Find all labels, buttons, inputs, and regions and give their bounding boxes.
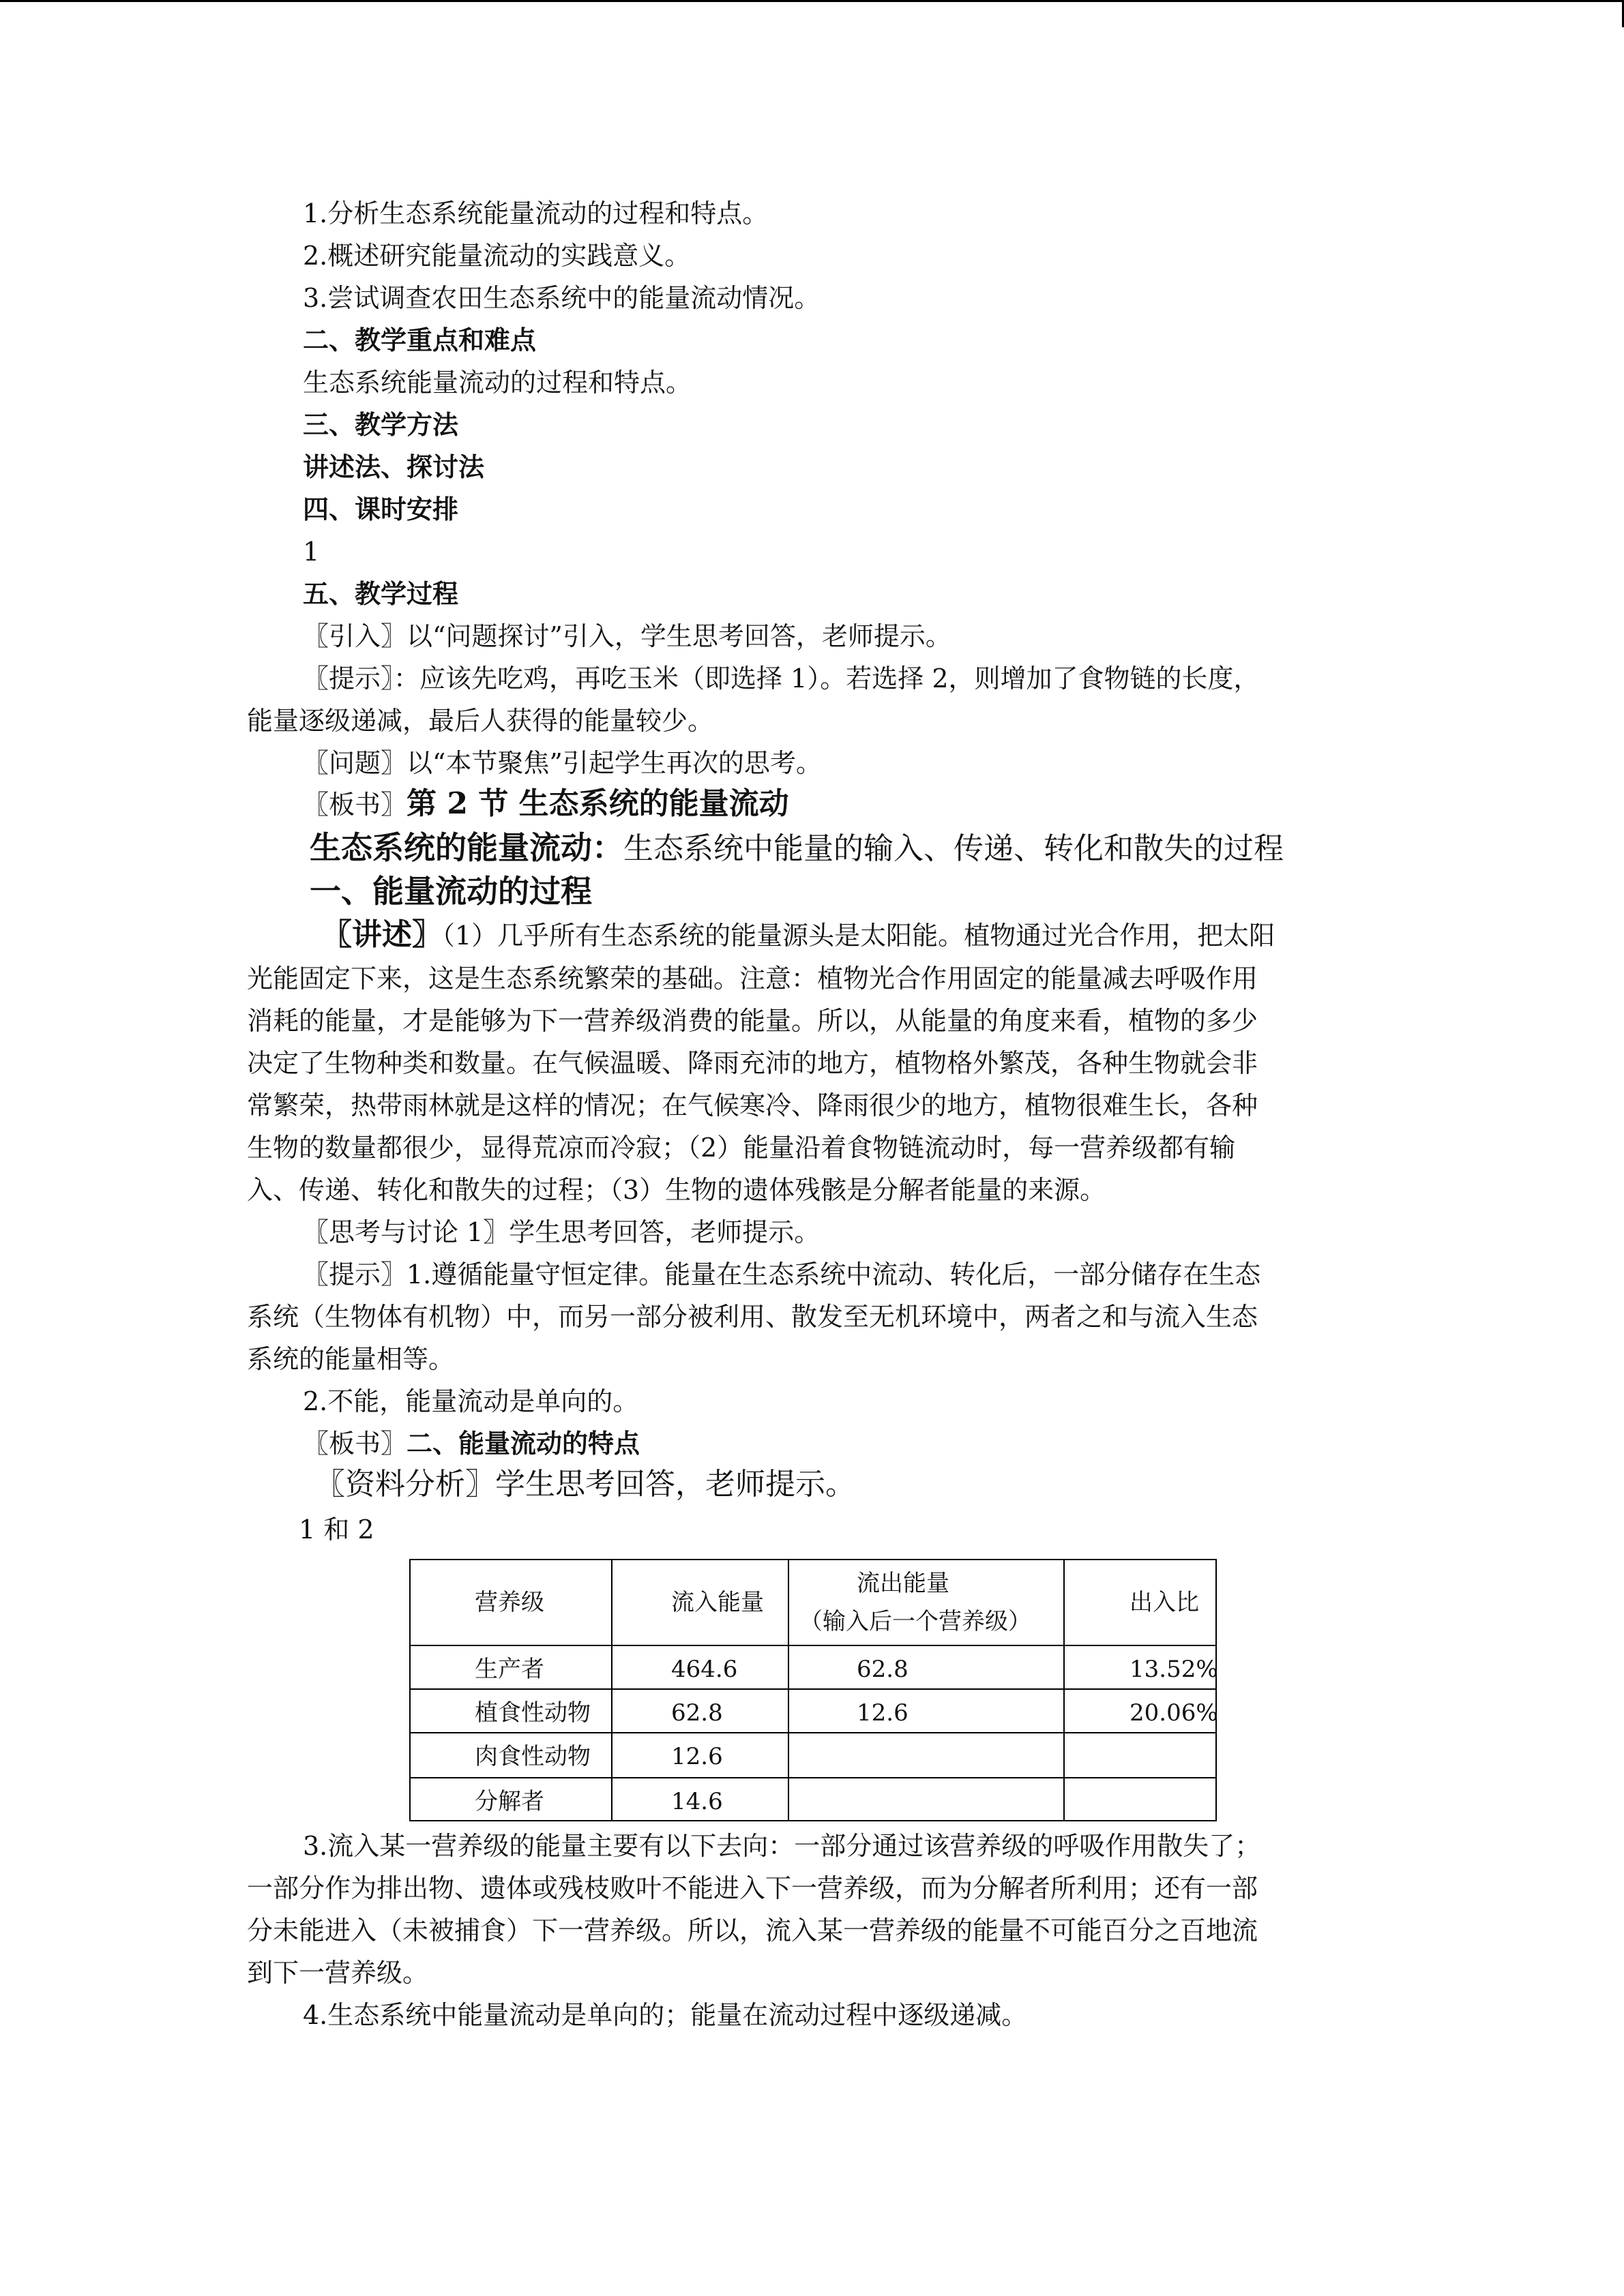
narration-line-2: 光能固定下来，这是生态系统繁荣的基础。注意：植物光合作用固定的能量减去呼吸作用: [247, 964, 1258, 994]
point-4-paragraph: 4.生态系统中能量流动是单向的；能量在流动过程中逐级递减。: [303, 2000, 1028, 2030]
discussion-paragraph: 〖思考与讨论 1〗学生思考回答，老师提示。: [303, 1217, 821, 1247]
heading-energy-flow-process: 一、能量流动的过程: [310, 873, 592, 910]
definition-line: [310, 831, 1284, 867]
narration-line-4: 决定了生物种类和数量。在气候温暖、降雨充沛的地方，植物格外繁茂，各种生物就会非: [247, 1048, 1258, 1078]
board-note-2: [303, 1427, 640, 1461]
table-header-ratio: 出入比: [1130, 1589, 1199, 1616]
board-label: 〖板书〗: [303, 1429, 407, 1459]
objective-1: 1.分析生态系统能量流动的过程和特点。: [303, 198, 769, 228]
narration-line-7: 入、传递、转化和散失的过程；（3）生物的遗体残骸是分解者能量的来源。: [247, 1175, 1106, 1205]
table-cell: 生产者: [475, 1656, 544, 1683]
point-3-line-4: 到下一营养级。: [247, 1958, 429, 1988]
question-paragraph: 〖问题〗以“本节聚焦”引起学生再次的思考。: [303, 748, 822, 778]
table-caption: 1 和 2: [299, 1515, 374, 1545]
table-header-energy-out: 流出能量: [857, 1570, 949, 1597]
table-cell: 14.6: [671, 1788, 723, 1815]
definition-text: 生态系统中能量的输入、传递、转化和散失的过程: [623, 831, 1284, 866]
objective-2: 2.概述研究能量流动的实践意义。: [303, 241, 691, 271]
table-cell: 62.8: [671, 1699, 723, 1727]
narration-label: 〖讲述〗: [322, 917, 442, 952]
data-analysis-line: 〖资料分析〗学生思考回答，老师提示。: [315, 1467, 855, 1502]
section-heading-5: 五、教学过程: [303, 578, 459, 609]
section-heading-4: 四、课时安排: [303, 494, 459, 524]
table-header-energy-out-note: （输入后一个营养级）: [799, 1608, 1031, 1635]
board-note-1: [303, 787, 789, 822]
section-heading-2: 二、教学重点和难点: [303, 325, 537, 355]
energy-flow-table: [409, 1559, 1217, 1821]
definition-term: 生态系统的能量流动：: [310, 829, 623, 866]
page-top-border: [0, 0, 1624, 2]
table-cell: 12.6: [857, 1699, 909, 1727]
section-heading-3: 三、教学方法: [303, 409, 459, 440]
table-hline: [411, 1732, 1215, 1733]
point-2-paragraph: 2.不能，能量流动是单向的。: [303, 1386, 639, 1416]
table-cell: 分解者: [475, 1788, 544, 1815]
table-vline: [788, 1560, 789, 1820]
narration-line-5: 常繁荣，热带雨林就是这样的情况；在气候寒冷、降雨很少的地方，植物很难生长，各种: [247, 1090, 1258, 1120]
table-header-trophic-level: 营养级: [475, 1589, 544, 1616]
hint-2-line-1: 〖提示〗1.遵循能量守恒定律。能量在生态系统中流动、转化后，一部分储存在生态: [303, 1259, 1261, 1289]
table-cell: 12.6: [671, 1743, 723, 1770]
board-label: 〖板书〗: [303, 790, 407, 820]
table-cell: 62.8: [857, 1656, 909, 1683]
intro-paragraph: 〖引入〗以“问题探讨”引入，学生思考回答，老师提示。: [303, 621, 951, 651]
point-3-line-3: 分未能进入（未被捕食）下一营养级。所以，流入某一营养级的能量不可能百分之百地流: [247, 1915, 1258, 1945]
objective-3: 3.尝试调查农田生态系统中的能量流动情况。: [303, 283, 821, 313]
point-3-line-1: 3.流入某一营养级的能量主要有以下去向：一部分通过该营养级的呼吸作用散失了；: [303, 1831, 1261, 1861]
narration-line-3: 消耗的能量，才是能够为下一营养级消费的能量。所以，从能量的角度来看，植物的多少: [247, 1006, 1258, 1036]
section-body-4: 1: [303, 537, 320, 567]
narration-line-1: [322, 918, 1275, 953]
section-body-2: 生态系统能量流动的过程和特点。: [303, 368, 692, 398]
narration-text-1: （1）几乎所有生态系统的能量源头是太阳能。植物通过光合作用，把太阳: [442, 921, 1275, 951]
table-hline: [411, 1777, 1215, 1778]
table-cell: 肉食性动物: [475, 1743, 591, 1770]
table-hline: [411, 1645, 1215, 1646]
section-body-3: 讲述法、探讨法: [303, 451, 485, 482]
hint-1-line-1: 〖提示〗：应该先吃鸡，再吃玉米（即选择 1）。若选择 2，则增加了食物链的长度，: [303, 664, 1260, 694]
lesson-title: 第 2 节 生态系统的能量流动: [407, 786, 789, 821]
table-header-energy-in: 流入能量: [671, 1589, 764, 1616]
table-cell: 植食性动物: [475, 1699, 591, 1727]
hint-2-line-2: 系统（生物体有机物）中，而另一部分被利用、散发至无机环境中，两者之和与流入生态: [247, 1302, 1258, 1332]
table-cell: 464.6: [671, 1656, 738, 1683]
hint-2-line-3: 系统的能量相等。: [247, 1344, 455, 1374]
table-cell: 20.06%: [1130, 1699, 1218, 1727]
table-vline: [611, 1560, 612, 1820]
table-cell: 13.52%: [1130, 1656, 1218, 1683]
board-heading-characteristics: 二、能量流动的特点: [407, 1428, 640, 1459]
point-3-line-2: 一部分作为排出物、遗体或残枝败叶不能进入下一营养级，而为分解者所利用；还有一部: [247, 1873, 1258, 1903]
narration-line-6: 生物的数量都很少，显得荒凉而冷寂；（2）能量沿着食物链流动时，每一营养级都有输: [247, 1133, 1236, 1163]
table-vline: [1063, 1560, 1065, 1820]
table-hline: [411, 1688, 1215, 1690]
hint-1-line-2: 能量逐级递减，最后人获得的能量较少。: [247, 706, 714, 736]
